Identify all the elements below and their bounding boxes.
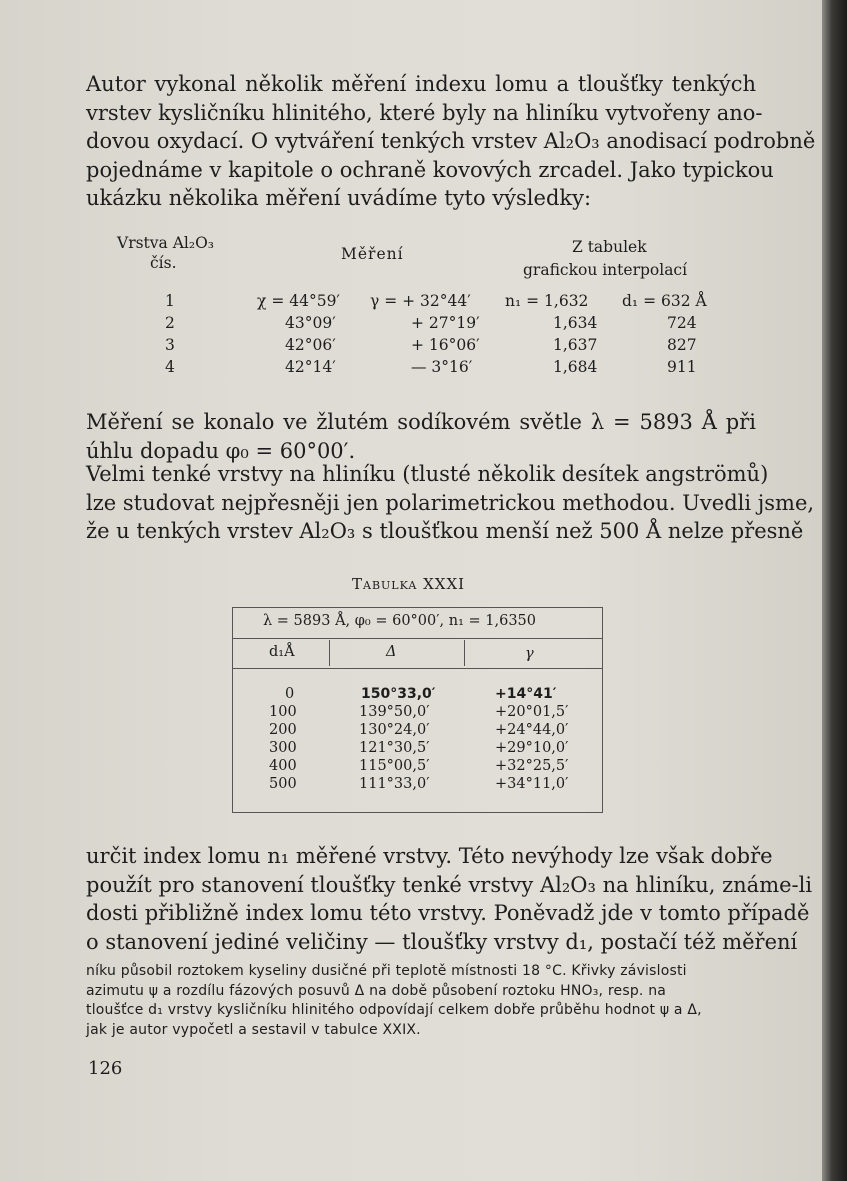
cell-delta: 115°00,5′ [359,758,430,774]
cell-thickness: 500 [269,776,297,792]
row-n1: 1,637 [553,336,598,354]
row-gamma: γ = + 32°44′ [370,292,471,310]
footnote [86,962,751,1040]
paragraph-intro [86,70,816,213]
row-chi: 42°14′ [285,358,336,376]
header-interpolation: grafickou interpolací [523,261,688,279]
text-line: Velmi tenké vrstvy na hliníku (tlusté několik desítek angströmů) [86,462,769,486]
text-line: Autor vykonal několik měření indexu lomu a tloušťky tenkých [86,72,756,96]
table-conditions: λ = 5893 Å, φ₀ = 60°00′, n₁ = 1,6350 [263,613,537,629]
text-line: ukázku několika měření uvádíme tyto výsledky: [86,186,592,210]
text-line: vrstev kysličníku hlinitého, které byly na hliníku vytvořeny ano- [86,100,763,125]
header-from-tables: Z tabulek [572,238,647,256]
row-n1: 1,634 [553,314,598,332]
table-rule [464,640,465,666]
row-gamma: — 3°16′ [411,358,473,376]
text-line: lze studovat nejpřesněji jen polarimetrickou methodou. Uvedli jsme, [86,490,815,515]
cell-gamma: +14°41′ [495,686,557,702]
cell-delta: 111°33,0′ [359,776,430,792]
header-layer: Vrstva Al₂O₃ [117,234,214,252]
book-spine-edge [822,0,847,1181]
cell-thickness: 200 [269,722,297,738]
cell-thickness: 300 [269,740,297,756]
header-number: čís. [150,254,177,272]
cell-gamma: +20°01,5′ [495,704,569,720]
cell-gamma: +34°11,0′ [495,776,569,792]
table-rule [233,668,602,669]
footnote-line: jak je autor vypočetl a sestavil v tabulce XXIX. [86,1021,421,1038]
cell-delta: 150°33,0′ [361,686,436,702]
column-header-thickness: d₁Å [269,644,295,660]
table-xxxi [232,607,603,813]
footnote-line: níku působil roztokem kyseliny dusičné při teplotě místnosti 18 °C. Křivky závislosti [86,963,687,979]
text-line: určit index lomu n₁ měřené vrstvy. Této nevýhody lze však dobře [86,844,773,868]
header-measurement: Měření [341,245,404,263]
text-line: použít pro stanovení tloušťky tenké vrstvy Al₂O₃ na hliníku, známe-li [86,872,813,897]
row-number: 1 [165,292,175,310]
row-d1: 724 [667,314,697,332]
text-line: Měření se konalo ve žlutém sodíkovém světle λ = 5893 Å při [86,410,756,434]
text-line: že u tenkých vrstev Al₂O₃ s tloušťkou menší než 500 Å nelze přesně [86,519,804,543]
text-line: pojednáme v kapitole o ochraně kovových zrcadel. Jako typickou [86,157,774,182]
row-d1: 827 [667,336,697,354]
text-line: dosti přibližně index lomu této vrstvy. Poněvadž jde v tomto případě [86,901,810,925]
cell-delta: 130°24,0′ [359,722,430,738]
row-n1: n₁ = 1,632 [505,292,589,310]
text-line: o stanovení jediné veličiny — tloušťky vrstvy d₁, postačí též měření [86,929,798,954]
row-n1: 1,684 [553,358,598,376]
row-chi: 43°09′ [285,314,336,332]
cell-thickness: 400 [269,758,297,774]
row-gamma: + 27°19′ [411,314,480,332]
row-number: 2 [165,314,175,332]
paragraph-thin-layers [86,460,815,546]
cell-thickness: 0 [285,686,295,702]
cell-gamma: +32°25,5′ [495,758,569,774]
table-rule [329,640,330,666]
cell-delta: 139°50,0′ [359,704,430,720]
column-header-delta: Δ [386,644,397,660]
row-chi: 42°06′ [285,336,336,354]
column-header-gamma: γ [525,646,534,662]
page-number: 126 [88,1058,123,1079]
row-number: 3 [165,336,175,354]
text-line: úhlu dopadu φ₀ = 60°00′. [86,438,356,463]
table-caption: Tabulka XXXI [352,575,466,593]
row-number: 4 [165,358,175,376]
cell-thickness: 100 [269,704,297,720]
cell-gamma: +24°44,0′ [495,722,569,738]
row-d1: d₁ = 632 Å [622,292,707,310]
footnote-line: azimutu ψ a rozdílu fázových posuvů Δ na době působení roztoku HNO₃, resp. na [86,982,667,999]
paragraph-conditions [86,408,756,465]
cell-gamma: +29°10,0′ [495,740,569,756]
row-gamma: + 16°06′ [411,336,480,354]
table-rule [233,638,602,639]
paragraph-determination [86,842,813,956]
footnote-line: tloušťce d₁ vrstvy kysličníku hlinitého odpovídají celkem dobře průběhu hodnot ψ a Δ, [86,1002,702,1018]
cell-delta: 121°30,5′ [359,740,430,756]
text-line: dovou oxydací. O vytváření tenkých vrstev Al₂O₃ anodisací podrobně [86,129,816,153]
row-d1: 911 [667,358,697,376]
row-chi: χ = 44°59′ [257,292,340,310]
